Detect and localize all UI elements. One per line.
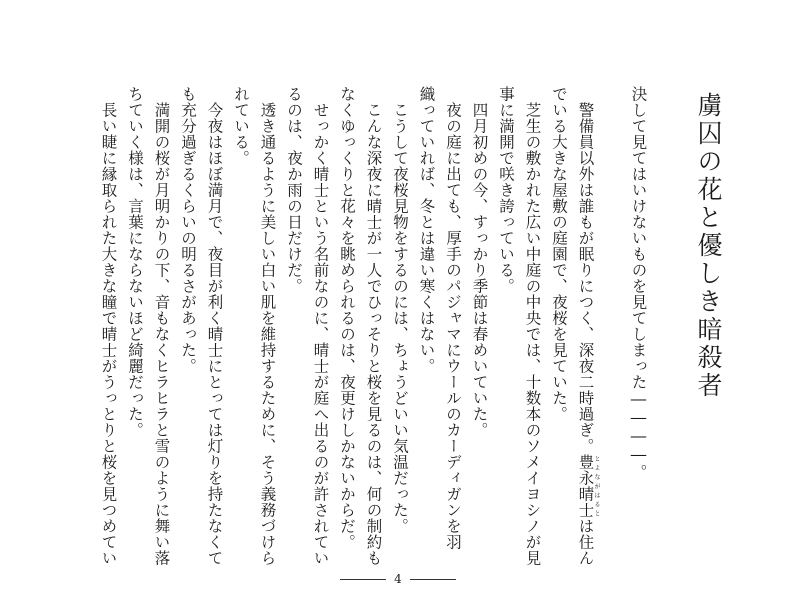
text-column: 織っていれば、冬とは違い寒くはない。 (417, 86, 436, 374)
text-column: ちていく様は、言葉にならないほど綺麗だった。 (126, 86, 144, 438)
text-column: 事に満開で咲き誇っている。 (497, 86, 515, 294)
text-column: るのは、夜か雨の日だけだ。 (285, 86, 303, 294)
text-column: 透き通るように美しい白い肌を維持するために、そう義務づけら (258, 86, 277, 566)
footer-rule-right (410, 579, 456, 580)
text-column: なくゆっくりと花々を眺められるのは、夜更けしかないからだ。 (338, 86, 356, 550)
text-column: れている。 (232, 86, 250, 166)
text-column: 四月初めの今、すっかり季節は春めいていた。 (470, 86, 489, 438)
text-column: でいる大きな屋敷の庭園で、夜桜を見ていた。 (550, 86, 568, 422)
text-column: 夜の庭に出ても、厚手のパジャマにウールのカーディガンを羽 (444, 86, 462, 550)
text-column: こんな深夜に晴士が一人でひっそりと桜を見るのは、何の制約も (364, 86, 383, 566)
text-column: 警備員以外は誰もが眠りにつく、深夜二時過ぎ。豊永晴士とよながはるとは住ん (576, 86, 600, 566)
footer-rule-left (340, 579, 386, 580)
text-column: 決して見てはいけないものを見てしまった――――。 (629, 86, 648, 480)
text-column: 満開の桜が月明かりの下、音もなくヒラヒラと雪のように舞い落 (152, 86, 171, 566)
text-column: せっかく晴士という名前なのに、晴士が庭へ出るのが許されてい (311, 86, 330, 566)
text-column: こうして夜桜見物をするのには、ちょうどいい気温だった。 (391, 86, 409, 534)
chapter-title: 虜囚の花と優しき暗殺者 (694, 92, 723, 400)
ruby-name: 豊永晴士とよながはると (576, 454, 600, 518)
text-column: 芝生の敷かれた広い中庭の中央では、十数本のソメイヨシノが見 (523, 86, 542, 566)
page-number: 4 (394, 572, 402, 586)
text-column: も充分過ぎるくらいの明るさがあった。 (179, 86, 197, 374)
text-column: 今夜はほぼ満月で、夜目が利く晴士にとっては灯りを持たなくて (205, 86, 224, 566)
page-footer (0, 572, 796, 586)
text-column: 長い睫に縁取られた大きな瞳で晴士がうっとりと桜を見つめてい (99, 86, 118, 566)
